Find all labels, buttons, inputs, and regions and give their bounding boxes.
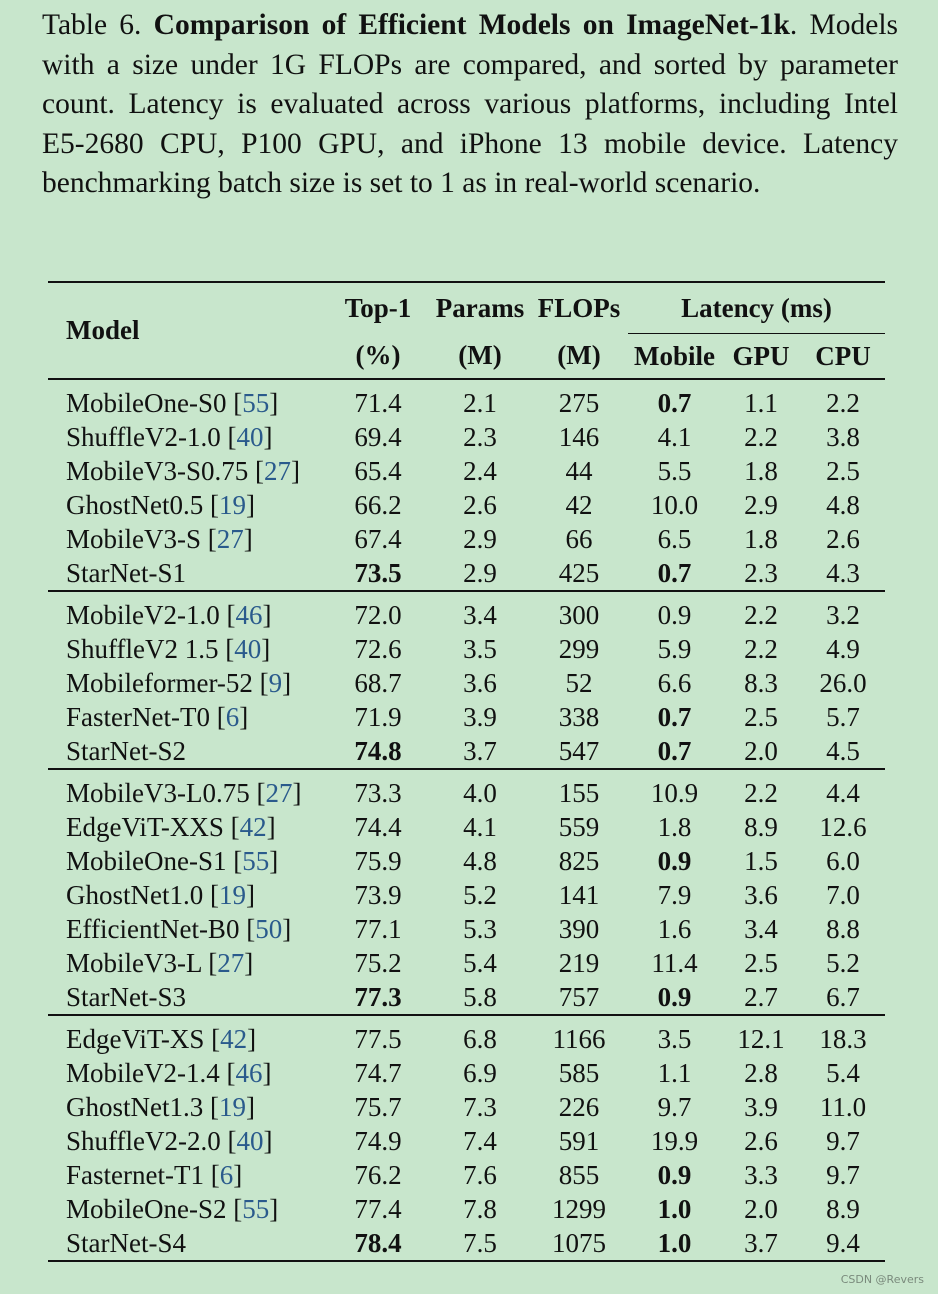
cell-model: MobileV2-1.4 [46] (66, 1058, 272, 1088)
cell-top1: 71.9 (354, 702, 402, 732)
cell-params: 2.9 (463, 524, 497, 554)
citation-link[interactable]: 27 (216, 524, 244, 554)
cell-model (48, 556, 326, 591)
cell-top1: 75.2 (354, 948, 402, 978)
cell-flops: 547 (558, 736, 600, 766)
cell-cpu: 3.8 (826, 422, 860, 452)
cell-mobile: 1.8 (657, 812, 692, 842)
header-flops-unit: (M) (557, 340, 601, 371)
cell-flops: 42 (565, 490, 593, 520)
cell-params: 5.8 (463, 982, 497, 1012)
cell-model: MobileV3-L0.75 [27] (48, 769, 326, 810)
table-row (48, 1090, 885, 1124)
cell-flops: 146 (558, 422, 600, 452)
cell-cpu: 5.7 (826, 702, 860, 732)
cell-flops: 52 (565, 668, 593, 698)
cell-flops: 559 (558, 812, 600, 842)
model-name: GhostNet0.5 (66, 490, 204, 520)
cell-model: GhostNet1.0 [19] (66, 880, 255, 910)
cell-flops: 1166 (530, 1015, 628, 1056)
watermark: CSDN @Revers (840, 1273, 924, 1286)
cell-cpu: 26.0 (819, 668, 867, 698)
cell-mobile: 4.1 (657, 422, 692, 452)
cell-mobile: 1.0 (657, 1194, 692, 1224)
cell-mobile: 9.7 (657, 1092, 692, 1122)
cell-mobile: 0.7 (657, 558, 692, 588)
cell-gpu: 3.3 (744, 1160, 778, 1190)
table-row (48, 632, 885, 666)
cell-params: 4.1 (463, 812, 497, 842)
comparison-table (48, 281, 885, 1262)
cell-flops: 275 (558, 388, 600, 418)
table-row (48, 844, 885, 878)
cell-flops: 299 (558, 634, 600, 664)
table-row (48, 454, 885, 488)
cell-flops: 66 (565, 524, 593, 554)
cell-gpu: 2.7 (744, 982, 778, 1012)
cell-mobile: 6.6 (657, 668, 692, 698)
cell-flops: 757 (558, 982, 600, 1012)
citation-link[interactable]: 55 (242, 846, 270, 876)
cell-gpu: 2.2 (744, 634, 778, 664)
model-name: GhostNet1.0 (66, 880, 204, 910)
citation-link[interactable]: 55 (242, 1194, 270, 1224)
model-name: MobileV3-S (66, 524, 201, 554)
cell-gpu: 2.5 (744, 948, 778, 978)
header-params: Params (435, 292, 525, 323)
cell-gpu: 1.8 (744, 456, 778, 486)
model-name: StarNet-S3 (66, 982, 186, 1012)
cell-cpu: 2.6 (826, 524, 860, 554)
cell-cpu: 6.7 (826, 982, 860, 1012)
citation-link[interactable]: 50 (255, 914, 283, 944)
cell-params: 2.1 (463, 388, 497, 418)
table-row (48, 912, 885, 946)
cell-top1: 75.9 (354, 846, 402, 876)
cell-top1: 77.4 (354, 1194, 402, 1224)
citation-link[interactable]: 40 (236, 1126, 264, 1156)
cell-top1: 74.8 (354, 736, 402, 766)
cell-gpu: 1.1 (744, 388, 778, 418)
header-gpu: GPU (732, 340, 790, 371)
cell-model: ShuffleV2-2.0 [40] (66, 1126, 273, 1156)
cell-flops: 1075 (552, 1228, 606, 1258)
header-cpu: CPU (815, 340, 871, 371)
model-name: MobileV2-1.4 (66, 1058, 220, 1088)
cell-top1: 74.7 (354, 1058, 402, 1088)
cell-mobile: 0.7 (657, 388, 692, 418)
cell-cpu: 3.2 (801, 591, 885, 632)
cell-params: 5.3 (463, 914, 497, 944)
model-name: EfficientNet-B0 (66, 914, 240, 944)
cell-mobile: 5.9 (657, 634, 692, 664)
table-caption (42, 6, 898, 204)
citation-link[interactable]: 27 (264, 456, 291, 486)
cell-top1: 71.4 (354, 388, 402, 418)
cell-flops: 338 (558, 702, 600, 732)
cell-model: MobileV3-S [27] (66, 524, 253, 554)
cell-cpu: 2.2 (826, 388, 860, 418)
cell-top1: 77.1 (354, 914, 402, 944)
citation-link[interactable]: 55 (242, 388, 270, 418)
cell-cpu: 9.7 (826, 1126, 860, 1156)
cell-cpu: 9.4 (826, 1228, 860, 1258)
cell-gpu: 2.0 (744, 736, 778, 766)
table-row (48, 878, 885, 912)
model-name: MobileOne-S2 (66, 1194, 227, 1224)
cell-mobile: 10.0 (650, 490, 699, 520)
cell-model: GhostNet0.5 [19] (66, 490, 255, 520)
model-name: MobileV3-L0.75 (66, 778, 250, 808)
citation-link[interactable]: 6 (219, 1160, 234, 1190)
table-row (48, 769, 885, 810)
cell-top1: 77.5 (326, 1015, 430, 1056)
cell-params: 7.5 (463, 1228, 497, 1258)
cell-model: MobileV2-1.0 [46] (48, 591, 326, 632)
cell-top1: 72.0 (326, 591, 430, 632)
cell-flops: 591 (558, 1126, 600, 1156)
table-row (48, 420, 885, 454)
table-row (48, 700, 885, 734)
model-name: StarNet-S1 (66, 558, 186, 588)
cell-gpu: 1.8 (744, 524, 778, 554)
cell-gpu: 3.7 (744, 1228, 778, 1258)
cell-flops: 219 (558, 948, 600, 978)
cell-cpu: 9.7 (826, 1160, 860, 1190)
model-name: MobileOne-S0 (66, 388, 227, 418)
cell-top1: 69.4 (354, 422, 402, 452)
cell-params: 7.8 (463, 1194, 497, 1224)
table-row (48, 1124, 885, 1158)
cell-cpu: 5.2 (826, 948, 860, 978)
cell-params: 2.4 (463, 456, 497, 486)
model-name: Mobileformer-52 (66, 668, 253, 698)
cell-gpu: 2.2 (744, 422, 778, 452)
cell-flops: 855 (558, 1160, 600, 1190)
cell-params: 6.8 (430, 1015, 530, 1056)
cell-gpu: 3.6 (744, 880, 778, 910)
cell-flops: 825 (558, 846, 600, 876)
caption-label: Table 6. (42, 9, 142, 41)
cell-params: 7.3 (463, 1092, 497, 1122)
cell-flops: 141 (558, 880, 600, 910)
cell-cpu: 4.8 (826, 490, 860, 520)
model-name: MobileOne-S1 (66, 846, 227, 876)
cell-params: 5.4 (463, 948, 497, 978)
cell-gpu: 2.8 (744, 1058, 778, 1088)
cell-params: 3.5 (463, 634, 497, 664)
cell-cpu: 2.5 (826, 456, 860, 486)
citation-link[interactable]: 40 (236, 422, 264, 452)
cell-mobile: 0.7 (657, 736, 692, 766)
cell-model: EdgeViT-XS [42] (48, 1015, 326, 1056)
cell-top1: 75.7 (354, 1092, 402, 1122)
cell-top1: 74.4 (354, 812, 402, 842)
table-row (48, 1158, 885, 1192)
cell-mobile: 6.5 (657, 524, 692, 554)
header-top1-unit: (%) (355, 340, 401, 371)
cell-model (48, 734, 326, 769)
citation-link[interactable]: 42 (239, 812, 267, 842)
cell-top1: 78.4 (354, 1228, 402, 1258)
table-row (48, 488, 885, 522)
cell-gpu: 1.5 (744, 846, 778, 876)
cell-model: EfficientNet-B0 [50] (66, 914, 292, 944)
cell-mobile: 1.6 (657, 914, 692, 944)
cell-gpu: 2.6 (744, 1126, 778, 1156)
cell-params: 7.6 (463, 1160, 497, 1190)
cell-model: MobileOne-S1 [55] (66, 846, 279, 876)
cell-model (48, 980, 326, 1015)
cell-model: MobileOne-S0 [55] (66, 388, 279, 418)
citation-link[interactable]: 6 (225, 702, 240, 732)
cell-flops: 44 (565, 456, 593, 486)
table-body (48, 379, 885, 1261)
cell-model: MobileV3-L [27] (66, 948, 254, 978)
model-name: StarNet-S2 (66, 736, 186, 766)
table-row (48, 1015, 885, 1056)
header-params-unit: (M) (458, 340, 502, 371)
table-row (48, 1226, 885, 1261)
cell-params: 2.9 (463, 558, 497, 588)
cell-flops: 425 (558, 558, 600, 588)
model-name: EdgeViT-XS (66, 1024, 205, 1054)
cell-top1: 68.7 (354, 668, 402, 698)
model-name: GhostNet1.3 (66, 1092, 204, 1122)
cell-params: 4.8 (463, 846, 497, 876)
cell-mobile: 19.9 (650, 1126, 699, 1156)
citation-link[interactable]: 27 (265, 778, 293, 808)
cell-model: ShuffleV2 1.5 [40] (66, 634, 271, 664)
cell-gpu: 2.9 (744, 490, 778, 520)
model-name: MobileV3-L (66, 948, 202, 978)
cell-gpu: 2.2 (721, 769, 801, 810)
cell-cpu: 4.5 (826, 736, 860, 766)
cell-params: 2.6 (463, 490, 497, 520)
cell-top1: 73.5 (354, 558, 402, 588)
model-name: Fasternet-T1 (66, 1160, 204, 1190)
cell-model: MobileV3-S0.75 [27] (66, 456, 300, 486)
cell-gpu: 8.9 (744, 812, 778, 842)
citation-link[interactable]: 42 (220, 1024, 248, 1054)
cell-gpu: 2.5 (744, 702, 778, 732)
cell-mobile: 0.7 (657, 702, 692, 732)
cell-gpu: 2.0 (744, 1194, 778, 1224)
model-name: FasterNet-T0 (66, 702, 210, 732)
cell-mobile: 7.9 (657, 880, 692, 910)
citation-link[interactable]: 40 (234, 634, 262, 664)
model-name: ShuffleV2-1.0 (66, 422, 221, 452)
cell-cpu: 12.6 (819, 812, 867, 842)
cell-model: Mobileformer-52 [9] (66, 668, 292, 698)
cell-flops: 585 (558, 1058, 600, 1088)
cell-top1: 73.3 (326, 769, 430, 810)
header-model: Model (66, 315, 140, 345)
citation-link[interactable]: 19 (219, 490, 246, 520)
cell-cpu: 8.9 (826, 1194, 860, 1224)
model-name: ShuffleV2-2.0 (66, 1126, 221, 1156)
cell-top1: 65.4 (354, 456, 402, 486)
cell-mobile: 11.4 (651, 948, 698, 978)
cell-params: 6.9 (463, 1058, 497, 1088)
table-row (48, 1192, 885, 1226)
cell-flops: 155 (530, 769, 628, 810)
table-row (48, 666, 885, 700)
cell-top1: 72.6 (354, 634, 402, 664)
cell-flops: 390 (558, 914, 600, 944)
cell-mobile: 5.5 (657, 456, 692, 486)
cell-cpu: 6.0 (826, 846, 860, 876)
table-row (48, 556, 885, 591)
cell-model: EdgeViT-XXS [42] (66, 812, 276, 842)
citation-link[interactable]: 46 (235, 1058, 263, 1088)
cell-top1: 67.4 (354, 524, 402, 554)
cell-params: 5.2 (463, 880, 497, 910)
table-row (48, 810, 885, 844)
cell-gpu: 3.9 (744, 1092, 778, 1122)
header-flops: FLOPs (537, 292, 621, 323)
cell-model: ShuffleV2-1.0 [40] (66, 422, 273, 452)
cell-top1: 74.9 (354, 1126, 402, 1156)
cell-params: 3.4 (430, 591, 530, 632)
header-top1: Top-1 (344, 292, 412, 323)
model-name: MobileV2-1.0 (66, 600, 220, 630)
table-row (48, 734, 885, 769)
model-name: ShuffleV2 1.5 (66, 634, 219, 664)
table-row (48, 591, 885, 632)
model-name: StarNet-S4 (66, 1228, 186, 1258)
cell-params: 4.0 (430, 769, 530, 810)
cell-cpu: 11.0 (819, 1092, 867, 1122)
cell-gpu: 8.3 (744, 668, 778, 698)
cell-mobile: 1.0 (657, 1228, 692, 1258)
cell-top1: 73.9 (354, 880, 402, 910)
cell-cpu: 7.0 (826, 880, 860, 910)
cell-cpu: 5.4 (826, 1058, 860, 1088)
cell-mobile: 0.9 (628, 591, 721, 632)
cell-gpu: 12.1 (721, 1015, 801, 1056)
cell-gpu: 2.3 (744, 558, 778, 588)
cell-cpu: 4.4 (801, 769, 885, 810)
citation-link[interactable]: 46 (235, 600, 263, 630)
cell-params: 7.4 (463, 1126, 497, 1156)
header-mobile: Mobile (634, 340, 715, 371)
cell-cpu: 4.3 (826, 558, 860, 588)
model-name: MobileV3-S0.75 (66, 456, 249, 486)
cell-cpu: 4.9 (826, 634, 860, 664)
cell-top1: 76.2 (354, 1160, 402, 1190)
cell-cpu: 18.3 (801, 1015, 885, 1056)
header-latency: Latency (ms) (628, 282, 885, 334)
cell-params: 3.7 (463, 736, 497, 766)
cell-gpu: 3.4 (744, 914, 778, 944)
table-row (48, 946, 885, 980)
cell-mobile: 0.9 (657, 1160, 692, 1190)
cell-flops: 1299 (552, 1194, 606, 1224)
citation-link[interactable]: 19 (219, 1092, 246, 1122)
table-row (48, 522, 885, 556)
cell-mobile: 3.5 (628, 1015, 721, 1056)
cell-model: FasterNet-T0 [6] (66, 702, 249, 732)
cell-mobile: 1.1 (657, 1058, 692, 1088)
table-row (48, 1056, 885, 1090)
caption-text: . Models with a size under 1G FLOPs are compared, and sorted by parameter count. Latency is evaluated across various platforms, including Intel E5-2680 CPU, P100 GPU, and iPhone 13 mobile device. Latency benchmarking batch size is set to 1 as in real-world scenario. (42, 9, 899, 199)
citation-link[interactable]: 27 (217, 948, 245, 978)
cell-cpu: 8.8 (826, 914, 860, 944)
cell-gpu: 2.2 (721, 591, 801, 632)
cell-mobile: 10.9 (628, 769, 721, 810)
citation-link[interactable]: 9 (268, 668, 283, 698)
cell-top1: 66.2 (354, 490, 402, 520)
citation-link[interactable]: 19 (219, 880, 246, 910)
caption-title: Comparison of Efficient Models on ImageNet-1k (153, 9, 790, 41)
cell-flops: 226 (558, 1092, 600, 1122)
table-row (48, 980, 885, 1015)
cell-model: MobileOne-S2 [55] (66, 1194, 279, 1224)
table-row (48, 379, 885, 420)
cell-model: GhostNet1.3 [19] (66, 1092, 255, 1122)
model-name: EdgeViT-XXS (66, 812, 224, 842)
cell-flops: 300 (530, 591, 628, 632)
cell-model (48, 1226, 326, 1261)
cell-params: 2.3 (463, 422, 497, 452)
cell-mobile: 0.9 (657, 846, 692, 876)
cell-top1: 77.3 (354, 982, 402, 1012)
cell-model: Fasternet-T1 [6] (66, 1160, 243, 1190)
cell-params: 3.9 (463, 702, 497, 732)
cell-params: 3.6 (463, 668, 497, 698)
cell-mobile: 0.9 (657, 982, 692, 1012)
